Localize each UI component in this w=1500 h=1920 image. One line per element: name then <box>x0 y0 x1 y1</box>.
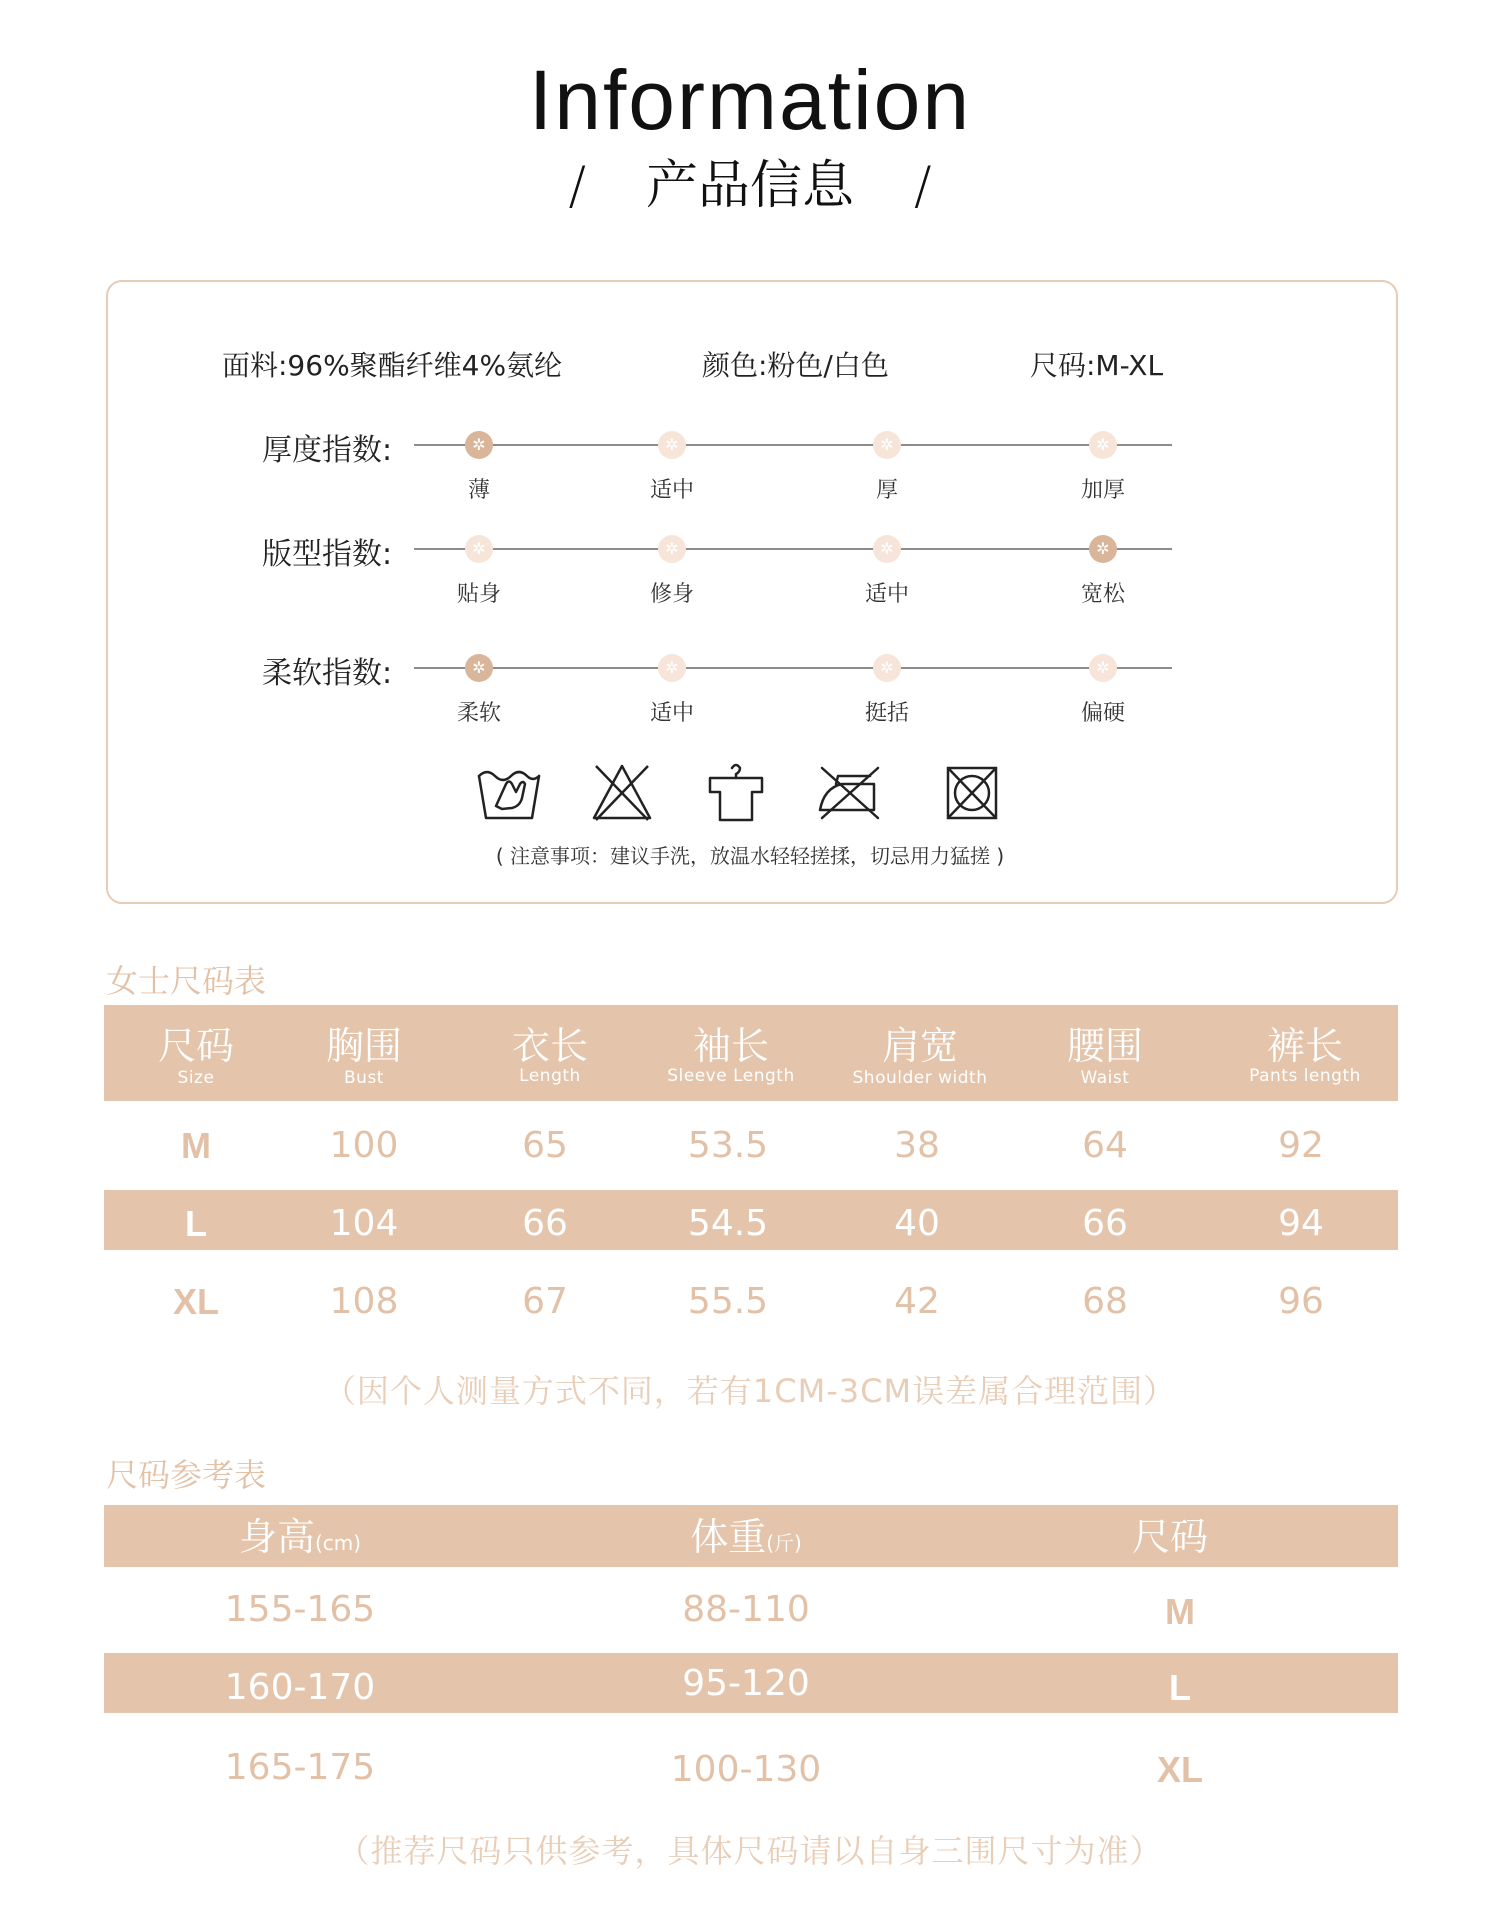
size-header: 袖长 <box>692 1024 769 1068</box>
index-option: 适中 <box>649 701 694 726</box>
index-dot: ✲ <box>465 654 493 682</box>
index-dot: ✲ <box>658 654 686 682</box>
ref-header <box>646 1515 846 1559</box>
ref-header-unit: (斤) <box>766 1531 802 1555</box>
ref-table-title: 尺码参考表 <box>106 1456 267 1494</box>
index-dot: ✲ <box>873 535 901 563</box>
index-dot: ✲ <box>873 654 901 682</box>
index-label: 柔软指数: <box>262 656 393 691</box>
size-header: 衣长 <box>511 1024 588 1068</box>
index-option: 偏硬 <box>1080 701 1125 726</box>
spec-color: 颜色:粉色/白色 <box>702 349 889 382</box>
size-header: 腰围 <box>1066 1024 1143 1068</box>
title-english: Information <box>528 53 972 147</box>
size-header: 尺码 <box>157 1024 234 1068</box>
index-option: 贴身 <box>456 582 501 607</box>
table-cell: 155-165 <box>224 1589 376 1630</box>
table-cell: 38 <box>894 1125 940 1166</box>
size-header-en: Length <box>519 1066 581 1086</box>
table-cell: 160-170 <box>224 1667 376 1708</box>
index-track <box>414 667 1172 669</box>
size-header-en: Sleeve Length <box>667 1066 795 1086</box>
index-option: 适中 <box>649 478 694 503</box>
table-cell: L <box>185 1203 207 1244</box>
index-track <box>414 444 1172 446</box>
index-dot: ✲ <box>465 535 493 563</box>
table-cell: 94 <box>1278 1203 1324 1244</box>
title-slash-left: / <box>568 156 586 216</box>
size-header-en: Size <box>177 1068 215 1088</box>
index-dot: ✲ <box>1089 431 1117 459</box>
ref-table-note: （推荐尺码只供参考，具体尺码请以自身三围尺寸为准） <box>337 1832 1163 1870</box>
size-header-en: Shoulder width <box>852 1068 988 1088</box>
index-option: 挺括 <box>864 701 909 726</box>
size-header-en: Waist <box>1080 1068 1130 1088</box>
index-label: 厚度指数: <box>262 433 393 468</box>
table-cell: 100-130 <box>670 1749 822 1790</box>
size-header: 裤长 <box>1266 1024 1343 1068</box>
table-cell: 42 <box>894 1281 940 1322</box>
index-dot: ✲ <box>1089 654 1117 682</box>
table-cell: 88-110 <box>682 1589 810 1630</box>
index-option: 厚 <box>875 478 898 503</box>
table-cell: XL <box>172 1281 219 1322</box>
table-cell: 64 <box>1082 1125 1128 1166</box>
ref-header-label: 身高 <box>238 1515 315 1559</box>
hang-dry-icon <box>706 762 766 824</box>
index-option: 修身 <box>649 582 694 607</box>
title-slash-right: / <box>914 156 932 216</box>
spec-fabric: 面料:96%聚酯纤维4%氨纶 <box>222 349 563 382</box>
index-dot: ✲ <box>465 431 493 459</box>
spec-size: 尺码:M-XL <box>1030 349 1164 382</box>
table-cell: 92 <box>1278 1125 1324 1166</box>
size-header-en: Bust <box>344 1068 384 1088</box>
ref-header <box>200 1515 400 1559</box>
ref-header-label: 体重 <box>690 1515 767 1559</box>
table-cell: 96 <box>1278 1281 1324 1322</box>
size-header-en: Pants length <box>1249 1066 1361 1086</box>
do-not-tumble-dry-icon <box>944 762 1000 822</box>
index-dot: ✲ <box>1089 535 1117 563</box>
size-table-title: 女士尺码表 <box>106 962 267 1000</box>
title-chinese-text: 产品信息 <box>645 156 854 216</box>
table-cell: 108 <box>329 1281 399 1322</box>
table-cell: 65 <box>522 1125 568 1166</box>
title-chinese <box>0 156 1500 216</box>
index-option: 宽松 <box>1080 582 1125 607</box>
table-cell: 68 <box>1082 1281 1128 1322</box>
table-cell: M <box>181 1125 211 1166</box>
size-table-note: （因个人测量方式不同，若有1CM-3CM误差属合理范围） <box>323 1372 1177 1410</box>
table-cell: 104 <box>329 1203 399 1244</box>
index-dot: ✲ <box>873 431 901 459</box>
table-cell: 55.5 <box>687 1281 769 1322</box>
care-note: ( 注意事项：建议手洗，放温水轻轻搓揉，切忌用力猛搓 ) <box>495 844 1005 868</box>
index-dot: ✲ <box>658 431 686 459</box>
size-header: 肩宽 <box>881 1024 958 1068</box>
table-cell: 67 <box>522 1281 568 1322</box>
table-cell: 95-120 <box>682 1663 810 1704</box>
table-cell: M <box>1165 1591 1195 1632</box>
table-cell: L <box>1169 1667 1191 1708</box>
ref-header-unit: (cm) <box>314 1531 362 1555</box>
table-cell: 54.5 <box>687 1203 769 1244</box>
table-cell: 66 <box>1082 1203 1128 1244</box>
table-cell: XL <box>1156 1749 1203 1790</box>
hand-wash-icon <box>476 762 542 822</box>
do-not-bleach-icon <box>590 762 654 822</box>
table-cell: 165-175 <box>224 1747 376 1788</box>
table-cell: 40 <box>894 1203 940 1244</box>
index-option: 薄 <box>467 478 490 503</box>
ref-header: 尺码 <box>1131 1515 1208 1559</box>
table-cell: 100 <box>329 1125 399 1166</box>
index-option: 适中 <box>864 582 909 607</box>
index-dot: ✲ <box>658 535 686 563</box>
index-option: 加厚 <box>1080 478 1125 503</box>
table-cell: 53.5 <box>687 1125 769 1166</box>
size-header: 胸围 <box>325 1024 402 1068</box>
index-option: 柔软 <box>456 701 501 726</box>
table-cell: 66 <box>522 1203 568 1244</box>
index-track <box>414 548 1172 550</box>
do-not-iron-icon <box>816 762 882 822</box>
index-label: 版型指数: <box>262 537 393 572</box>
